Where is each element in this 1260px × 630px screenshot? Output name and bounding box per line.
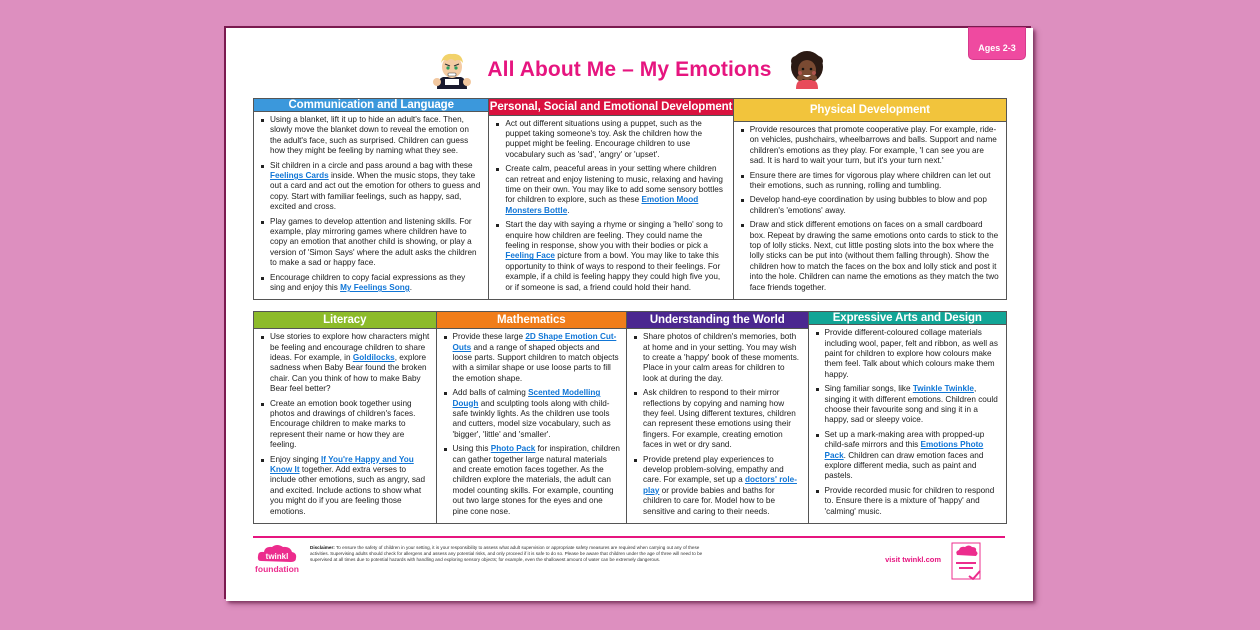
activity-item <box>813 430 1000 482</box>
activity-text: Share photos of children's memories, both at home and in your setting. You may wish to create a 'happy' book of these moments. Place in your calm areas for children to look at during the day. <box>643 332 800 383</box>
activity-text: Ask children to respond to their mirror reflections by copying and naming how they feel. Using different textures, children can represent these emotions using their fingers. For example, creating emotion faces in wet or dry sand. <box>643 388 796 450</box>
activity-item <box>493 119 726 161</box>
age-range-label: Ages 2-3 <box>978 43 1016 53</box>
section-heading: Understanding the World <box>627 312 808 329</box>
activity-item <box>441 388 621 440</box>
activity-text: Act out different situations using a puppet, such as the puppet taking someone's toy. Ask the children how the puppet might be feeling. Encourage children to use vocabulary such as 'sad', 'angry' or 'upset'. <box>505 118 703 159</box>
activity-item <box>738 171 1000 192</box>
activity-item <box>813 486 1000 517</box>
activity-text: Sit children in a circle and pass around a bag with these <box>270 160 473 170</box>
twinkl-foundation-logo-icon <box>255 543 299 577</box>
section-communication-language <box>254 99 489 299</box>
activity-text: Create calm, peaceful areas in your setting where children can retreat and enjoy listening to music, relaxing and having time on their own. You may like to add some sensory bottles for children to explore, such as these <box>505 164 723 205</box>
resource-link[interactable]: Photo Pack <box>490 444 536 454</box>
area-grid-row-1 <box>253 98 1007 300</box>
section-expressive-arts <box>809 312 1006 523</box>
activity-item <box>738 220 1000 293</box>
worksheet-page <box>226 28 1033 601</box>
activity-text: Sing familiar songs, like <box>824 384 913 394</box>
activity-text: , singing it with different emotions. Children could choose their favourite song and sing it in a happy, sad or sleepy voice. <box>824 384 998 425</box>
boy-angry-avatar-icon <box>431 49 473 91</box>
section-understanding-world <box>627 312 809 523</box>
activity-text: Create an emotion book together using photos and drawings of children's faces. Encourage children to make marks to represent their name or how they are feeling. <box>270 398 416 450</box>
activity-item <box>258 115 482 157</box>
svg-text:twinkl: twinkl <box>265 552 289 561</box>
activity-text: Using a blanket, lift it up to hide an adult's face. Then, slowly move the blanket down to reveal the emotion on the adult's face, such as surprised. Children can guess how they might be feeling by naming what they see. <box>270 115 469 156</box>
section-heading: Personal, Social and Emotional Development <box>489 99 732 116</box>
activity-text: Develop hand-eye coordination by using bubbles to blow and pop children's 'emotions' away. <box>749 195 987 215</box>
activity-item <box>258 455 430 517</box>
girl-happy-avatar-icon <box>786 49 828 91</box>
activity-text: . <box>567 205 570 215</box>
activity-text: Ensure there are times for vigorous play where children can let out their emotions, such as running, rolling and tumbling. <box>749 170 991 190</box>
safety-disclaimer <box>310 545 710 562</box>
activity-text: . <box>409 283 412 293</box>
activity-text: Start the day with saying a rhyme or singing a 'hello' song to enquire how children are feeling. They could name the feeling in response, show you with their bodies or pick a <box>505 220 723 250</box>
resource-link[interactable]: 2D Shape Emotion Cut-Outs <box>452 332 617 352</box>
activity-item <box>258 332 430 394</box>
activity-list <box>738 125 1000 293</box>
section-heading: Literacy <box>254 312 436 329</box>
activity-item <box>738 195 1000 216</box>
page-footer <box>253 541 1007 581</box>
resource-link[interactable]: Emotion Mood Monsters Bottle <box>505 195 699 215</box>
activity-text: Play games to develop attention and listening skills. For example, play mirroring games where children have to copy an emotion that another child is showing, or play a version of 'Simon Says' where the adult asks the children to make a sad or happy face. <box>270 216 477 268</box>
activity-text: Set up a mark-making area with propped-up child-safe mirrors and this <box>824 429 985 450</box>
activity-item <box>493 164 726 216</box>
resource-link[interactable]: Feeling Face <box>505 251 555 261</box>
activity-text: picture from a bowl. You may like to take this opportunity to think of ways to respond to their feelings. For example, if a child is feeling happy they could high five you, or if someone is sad, a friend could hold their hand. <box>505 251 721 292</box>
section-physical-development <box>734 99 1006 299</box>
activity-text: Provide these large <box>452 332 526 342</box>
activity-text: Enjoy singing <box>270 454 321 464</box>
resource-link[interactable]: If You're Happy and You Know It <box>270 454 414 474</box>
activity-item <box>738 125 1000 167</box>
activity-text: and sculpting tools along with child-safe twinkly lights. As the children use tools and cutters, model size vocabulary, such as 'bigger', 'little' and 'smaller'. <box>452 398 611 439</box>
section-psed <box>489 99 733 299</box>
svg-text:foundation: foundation <box>255 564 299 574</box>
activity-item <box>258 217 482 269</box>
disclaimer-text: To ensure the safety of children in your setting, it is your responsibility to assess what adult supervision or appropriate safety measures are required when carrying out any of these activities. Supervising adults should check for allergens and assess any potential risks, and only proceed if it is safe to do so. Please be aware that children under the age of three will need to be supervised at all times due to potential hazards with handling and exploring sensory objects; for example, even the shallowest amount of water can be extremely dangerous. <box>310 545 703 562</box>
activity-text: Provide recorded music for children to respond to. Ensure there is a mixture of 'happy' and 'calming' music. <box>824 485 995 516</box>
resource-link[interactable]: Scented Modelling Dough <box>452 388 601 408</box>
activity-text: Provide resources that promote cooperative play. For example, ride-on vehicles, pushchairs, wheelbarrows and balls. Support and name children's emotions as they play. For example, 'I can see you are sad. It is hard to wait your turn, but it's your turn next.' <box>749 124 997 166</box>
activity-item <box>631 455 802 517</box>
activity-text: Use stories to explore how characters might be feeling and encourage children to share ideas. For example, in <box>270 332 430 362</box>
visit-twinkl-link[interactable]: visit twinkl.com <box>885 555 941 564</box>
section-mathematics <box>437 312 628 523</box>
activity-list <box>813 328 1000 517</box>
section-heading: Mathematics <box>437 312 627 329</box>
activity-list <box>441 332 621 517</box>
activity-item <box>441 444 621 517</box>
disclaimer-label: Disclaimer: <box>310 545 335 550</box>
activity-item <box>813 384 1000 426</box>
activity-item <box>258 161 482 213</box>
activity-text: . Children can draw emotion faces and explore different media, such as paint and pastels. <box>824 450 984 481</box>
activity-item <box>813 328 1000 380</box>
footer-divider <box>253 536 1005 538</box>
quality-standard-badge-icon <box>951 542 981 580</box>
activity-list <box>258 332 430 517</box>
activity-text: for inspiration, children can gather together large natural materials and create emotion faces together. As the children explore the materials, the adult can model counting skills. For example, counting out two large stones for the eyes and one pine cone nose. <box>452 444 620 516</box>
area-grid-row-2 <box>253 311 1007 524</box>
activity-item <box>258 399 430 451</box>
activity-text: or provide babies and baths for children to care for. Model how to be sensitive and caring to their needs. <box>643 485 775 516</box>
activity-text: Add balls of calming <box>452 388 529 398</box>
activity-item <box>258 273 482 294</box>
activity-text: Draw and stick different emotions on faces on a small cardboard box. Repeat by drawing the same emotions onto cards to stick to the top of lolly sticks. Next, cut little posting slots into the box where the lolly sticks can be put into (without them falling through). Show the children how to match the faces on the box and lolly stick and post it into the hole. Children can name the emotions as they match the two face friends together. <box>749 220 999 292</box>
resource-link[interactable]: Feelings Cards <box>270 171 329 181</box>
activity-list <box>258 115 482 294</box>
activity-text: Encourage children to copy facial expressions as they sing and enjoy this <box>270 272 466 293</box>
resource-link[interactable]: My Feelings Song <box>340 283 410 293</box>
activity-text: together. Add extra verses to include other emotions, such as angry, sad and excited. Include actions to show what you might do if you are feeling those emotions. <box>270 464 426 516</box>
page-title: All About Me – My Emotions <box>487 58 772 81</box>
activity-item <box>493 220 726 293</box>
section-heading: Expressive Arts and Design <box>809 312 1006 325</box>
activity-text: , explore sadness when Baby Bear found the broken chair. Can you think of how to make Baby Bear feel better? <box>270 352 427 394</box>
activity-item <box>631 388 802 450</box>
activity-item <box>631 332 802 384</box>
resource-link[interactable]: doctors' role-play <box>643 475 797 495</box>
activity-text: inside. When the music stops, they take out a card and act out the emotion for others to guess and copy. Start with familiar feelings, such as happy, sad, excited and cross. <box>270 171 481 212</box>
section-heading: Physical Development <box>734 99 1006 122</box>
activity-item <box>441 332 621 384</box>
page-header <box>226 42 1033 98</box>
section-literacy <box>254 312 437 523</box>
activity-text: Using this <box>452 444 491 454</box>
activity-text: and a range of shaped objects and loose parts. Support children to match objects with a similar shape or use loose parts to fill the emotion shape. <box>452 342 619 383</box>
activity-text: Provide different-coloured collage materials including wool, paper, felt and ribbon, as well as paint for children to explore how colours make them feel. Talk about which colours make them happy. <box>824 328 998 379</box>
resource-link[interactable]: Twinkle Twinkle <box>912 384 974 394</box>
resource-link[interactable]: Emotions Photo Pack <box>824 440 984 460</box>
activity-text: Provide pretend play experiences to develop problem-solving, empathy and care. For example, set up a <box>643 454 784 485</box>
section-heading: Communication and Language <box>254 99 488 112</box>
resource-link[interactable]: Goldilocks <box>352 352 395 362</box>
activity-list <box>493 119 726 294</box>
activity-list <box>631 332 802 517</box>
